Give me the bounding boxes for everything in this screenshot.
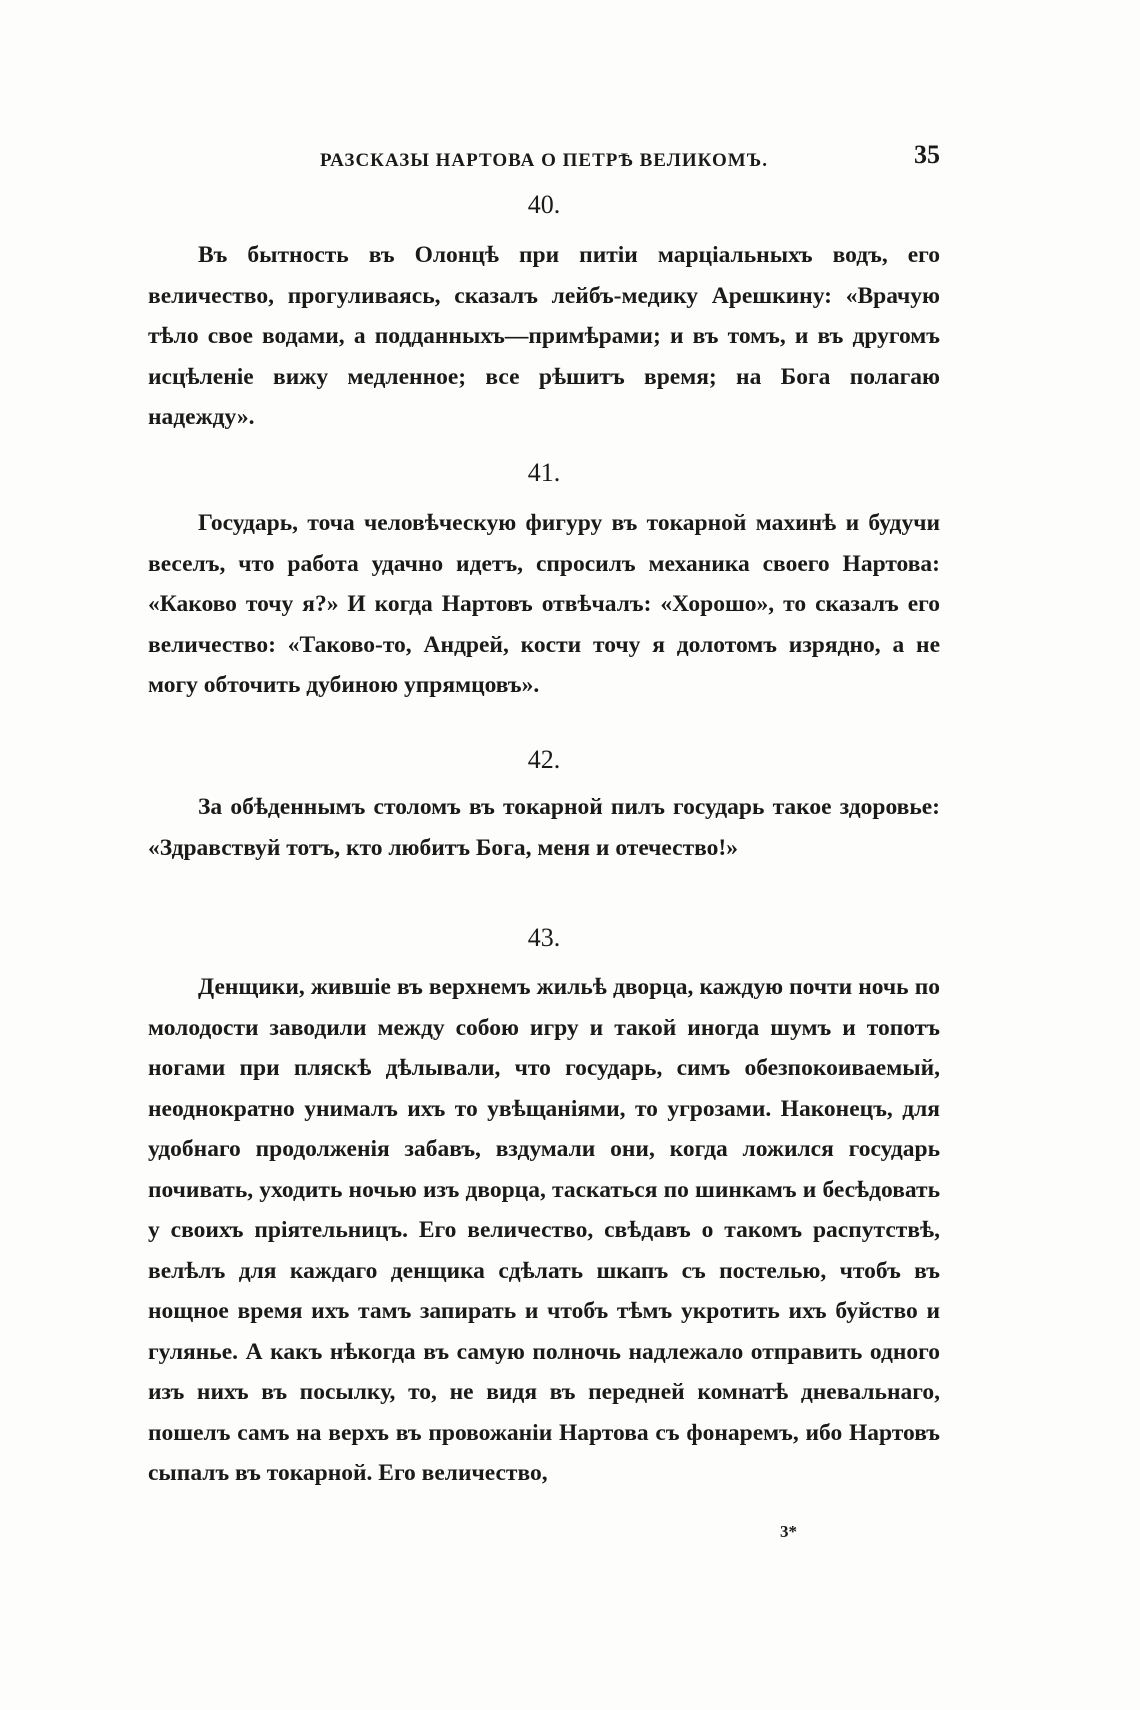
section-number: 43.	[527, 923, 561, 952]
printer-signature-mark: 3*	[780, 1522, 797, 1541]
page-header	[148, 140, 940, 180]
section-number: 42.	[527, 745, 561, 774]
page-number: 35	[914, 140, 940, 169]
running-title: РАЗСКАЗЫ НАРТОВА О ПЕТРѢ ВЕЛИКОМЪ.	[320, 150, 768, 171]
section-number: 41.	[527, 458, 561, 487]
section-text: Денщики, жившіе въ верхнемъ жильѣ дворца, каждую почти ночь по молодости заводили между собою игру и такой иногда шумъ и топотъ ногами при пляскѣ дѣлывали, что государь, симъ обезпокоиваемый, неоднократно унималъ ихъ то увѣщаніями, то угрозами. Наконецъ, для удобнаго продолженія забавъ, вздумали они, когда ложился государь почивать, уходить ночью изъ дворца, таскаться по шинкамъ и бесѣдовать у своихъ пріятельницъ. Его величество, свѣдавъ о такомъ распутствѣ, велѣлъ для каждаго денщика сдѣлать шкапъ съ постелью, чтобъ въ нощное время ихъ тамъ запирать и чтобъ тѣмъ укротить ихъ буйство и гулянье. А какъ нѣкогда въ самую полночь надлежало отправить одного изъ нихъ въ посылку, то, не видя въ передней комнатѣ дневальнаго, пошелъ самъ на верхъ въ провожаніи Нартова съ фонаремъ, ибо Нартовъ сыпалъ въ токарной. Его величество,	[148, 974, 940, 1486]
section-text: Въ бытность въ Олонцѣ при питіи марціальныхъ водъ, его величество, прогуливаясь, сказалъ лейбъ-медику Арешкину: «Врачую тѣло свое водами, а подданныхъ—примѣрами; и въ томъ, и въ другомъ исцѣленіе вижу медленное; все рѣшитъ время; на Бога полагаю надежду».	[148, 242, 940, 430]
section-text: За обѣденнымъ столомъ въ токарной пилъ государь такое здоровье: «Здравствуй тотъ, кто любитъ Бога, меня и отечество!»	[148, 794, 940, 861]
section-text: Государь, точа человѣческую фигуру въ токарной махинѣ и будучи веселъ, что работа удачно идетъ, спросилъ механика своего Нартова: «Каково точу я?» И когда Нартовъ отвѣчалъ: «Хорошо», то сказалъ его величество: «Таково-то, Андрей, кости точу я долотомъ изрядно, а не могу обточить дубиною упрямцовъ».	[148, 510, 940, 698]
section-number: 40.	[527, 190, 561, 219]
